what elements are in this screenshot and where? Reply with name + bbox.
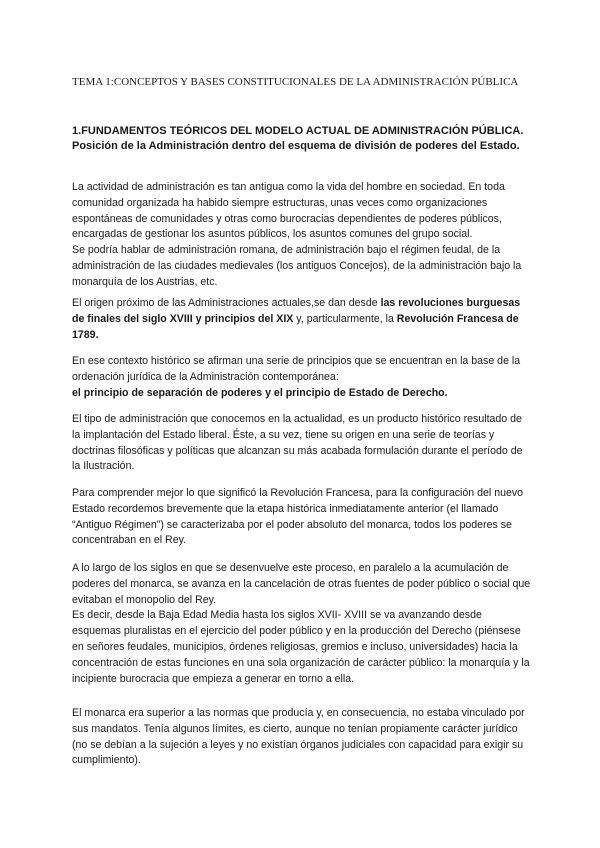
- paragraph-6: [72, 561, 532, 687]
- paragraph-1-text: La actividad de administración es tan antigua como la vida del hombre en sociedad. En toda comunidad organizada ha habido siempre estructuras, unas veces como organizaciones espontáneas de comunidades y otras como burocracias dependientes de poderes públicos, encargadas de gestionar los asuntos públicos, los asuntos comunes del grupo social.: [72, 181, 505, 241]
- paragraph-2-middle: y, particularmente, la: [293, 312, 397, 325]
- paragraph-3: [72, 354, 532, 401]
- paragraph-7: El monarca era superior a las normas que producía y, en consecuencia, no estaba vinculado por sus mandatos. Tenía algunos límites, es cierto, aunque no tenían propiamente carácter jurídico (no se debían a la sujeción a leyes y no existían órganos judiciales con capacidad para exigir su cumplimiento).: [72, 707, 525, 767]
- paragraph-4: El tipo de administración que conocemos en la actualidad, es un producto histórico resultado de la implantación del Estado liberal. Éste, a su vez, tiene su origen en una serie de teorías y doctrinas filosóficas y políticas que alcanzan su más acabada formulación durante el período de la Ilustración.: [72, 413, 523, 473]
- paragraph-1: [72, 180, 532, 291]
- paragraph-2-bold-french-revolution: Revolución Francesa de 1789.: [72, 312, 519, 341]
- paragraph-2: [72, 296, 532, 343]
- paragraph-3-bold-principles: el principio de separación de poderes y el principio de Estado de Derecho.: [72, 386, 448, 399]
- paragraph-2-text: El origen próximo de las Administraciones actuales,se dan desde: [72, 297, 381, 309]
- paragraph-1-continuation: Se podría hablar de administración romana, de administración bajo el régimen feudal, de la administración de las ciudades medievales (los antiguos Concejos), de la administración bajo la monarquía de los Austrias, etc.: [72, 244, 522, 288]
- paragraph-6-continuation: Es decir, desde la Baja Edad Media hasta los siglos XVII- XVIII se va avanzando desde esquemas pluralistas en el ejercicio del poder público y en la producción del Derecho (piénsese en señores feudales, municipios, órdenes religiosas, gremios e incluso, universidades) hacia la concentración de estas funciones en una sola organización de carácter público: la monarquía y la incipiente burocracia que empieza a generar en torno a ella.: [72, 609, 530, 685]
- paragraph-6-text: A lo largo de los siglos en que se desenvuelve este proceso, en paralelo a la acumulación de poderes del monarca, se avanza en la cancelación de otras fuentes de poder público o social que evitaban el monopolio del Rey.: [72, 562, 531, 606]
- document-title: TEMA 1:CONCEPTOS Y BASES CONSTITUCIONALES DE LA ADMINISTRACIÓN PÚBLICA: [72, 76, 519, 88]
- paragraph-2-bold-revolutions: las revoluciones burguesas de finales del siglo XVIII y principios del XIX: [72, 297, 521, 325]
- section-heading: 1.FUNDAMENTOS TEÓRICOS DEL MODELO ACTUAL DE ADMINISTRACIÓN PÚBLICA. Posición de la Administración dentro del esquema de división de poderes del Estado.: [72, 125, 524, 152]
- paragraph-3-text: En ese contexto histórico se afirman una serie de principios que se encuentran en la base de la ordenación jurídica de la Administración contemporánea:: [72, 355, 521, 383]
- paragraph-5: Para comprender mejor lo que significó la Revolución Francesa, para la configuración del nuevo Estado recordemos brevemente que la etapa histórica inmediatamente anterior (el llamado “Antiguo Régimen”) se caracterizaba por el poder absoluto del monarca, todos los poderes se concentraban en el Rey.: [72, 487, 524, 547]
